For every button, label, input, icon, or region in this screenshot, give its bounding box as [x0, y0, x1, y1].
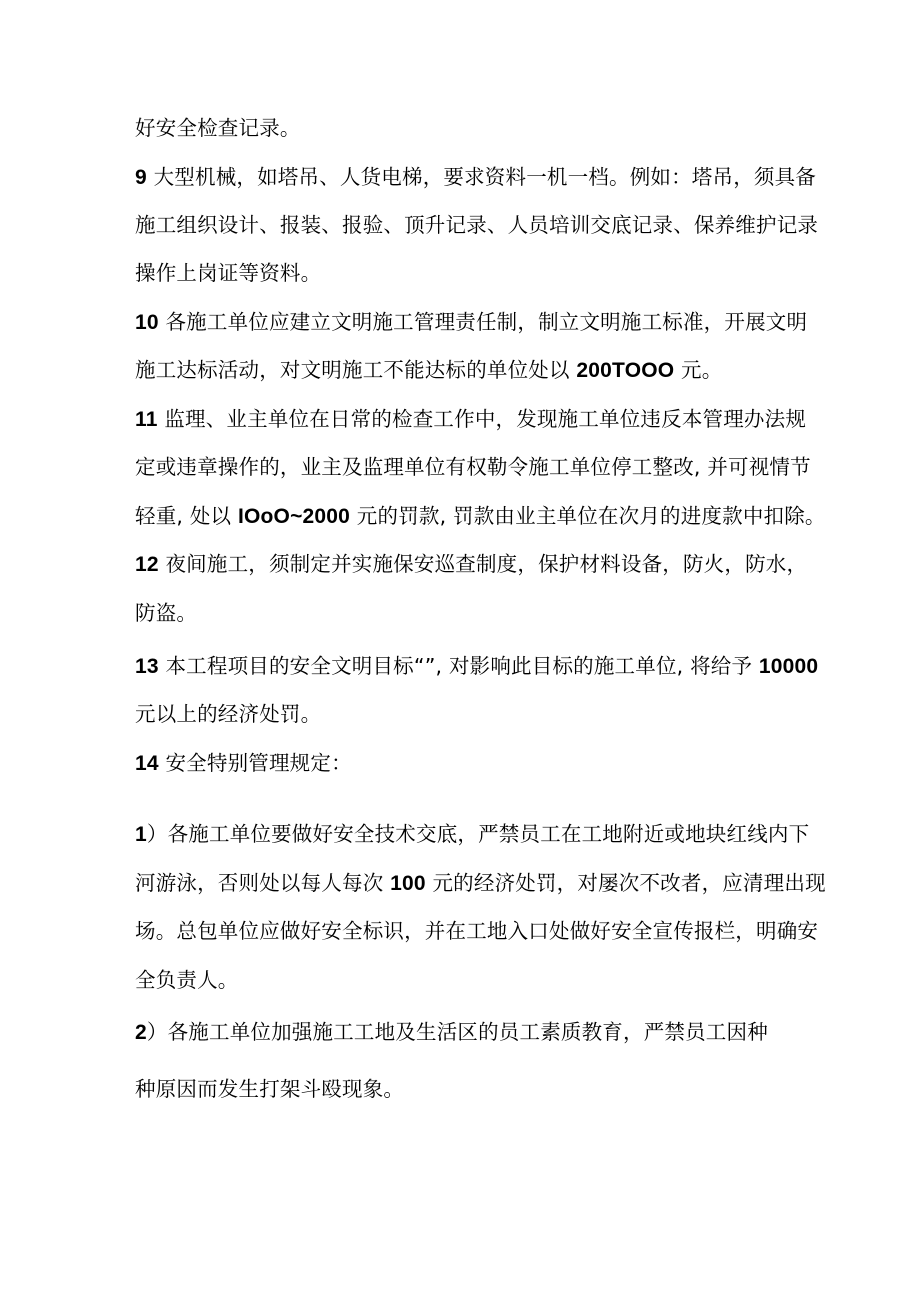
text-line: [135, 208, 819, 242]
subitem-1-line: [135, 817, 815, 851]
text-line: [135, 499, 826, 533]
line-text: 好安全检查记录。: [135, 116, 301, 140]
amount-value: IOoO~2000: [237, 505, 351, 528]
amount-value: 200TOOO: [576, 359, 675, 382]
line-text: 夜间施工，须制定并实施保安巡查制度，保护材料设备，防火，防水，: [158, 552, 808, 576]
line-text: 操作上岗证等资料。: [135, 261, 322, 285]
text-line: [135, 450, 815, 484]
item-number: 13: [135, 655, 159, 678]
line-text: 监理、业主单位在日常的检查工作中，发现施工单位违反本管理办法规: [157, 407, 807, 431]
text-line: [135, 914, 819, 948]
line-text: ）各施工单位加强施工工地及生活区的员工素质教育，严禁员工因种: [146, 1020, 768, 1044]
item-number: 14: [135, 752, 159, 775]
line-text: 元以上的经济处罚。: [135, 702, 322, 726]
line-text: 定或违章操作的，业主及监理单位有权勒令施工单位停工整改, 并可视情节: [135, 455, 811, 479]
line-text: 元的罚款, 罚款由业主单位在次月的进度款中扣除。: [350, 504, 826, 528]
line-text: 场。总包单位应做好安全标识，并在工地入口处做好安全宣传报栏，明确安: [135, 919, 819, 943]
item-13-line: [135, 649, 819, 683]
amount-value: 100: [390, 872, 426, 895]
text-line: [135, 111, 815, 145]
subitem-number: 2: [135, 1021, 147, 1044]
item-number: 9: [135, 166, 147, 189]
item-9-line: [135, 160, 815, 194]
line-text: 种原因而发生打架斗殴现象。: [135, 1077, 405, 1101]
line-text: 轻重, 处以: [135, 504, 238, 528]
line-text: 元的经济处罚，对屡次不改者，应清理出现: [425, 871, 826, 895]
line-text: 安全特别管理规定：: [158, 751, 352, 775]
line-text: 施工组织设计、报装、报验、顶升记录、人员培训交底记录、保养维护记录: [135, 213, 819, 237]
text-line: [135, 697, 815, 731]
line-text: 元。: [674, 358, 723, 382]
line-text: 全负责人。: [135, 968, 239, 992]
line-text: 河游泳，否则处以每人每次: [135, 871, 391, 895]
line-text: 本工程项目的安全文明目标“”, 对影响此目标的施工单位, 将给予: [158, 654, 759, 678]
item-14-line: [135, 746, 815, 780]
line-text: 大型机械，如塔吊、人货电梯，要求资料一机一档。例如：塔吊，须具备: [146, 165, 817, 189]
item-12-line: [135, 547, 815, 581]
item-11-line: [135, 402, 815, 436]
subitem-number: 1: [135, 823, 147, 846]
text-line: [135, 963, 815, 997]
item-10-line: [135, 305, 815, 339]
item-number: 11: [135, 408, 158, 431]
line-text: 各施工单位应建立文明施工管理责任制，制立文明施工标准，开展文明: [158, 310, 808, 334]
text-line: [135, 866, 826, 900]
text-line: [135, 596, 815, 630]
amount-value: 10000: [758, 655, 819, 678]
item-number: 10: [135, 311, 159, 334]
text-line: [135, 353, 815, 387]
text-line: [135, 1072, 815, 1106]
text-line: [135, 256, 815, 290]
line-text: 防盗。: [135, 601, 198, 625]
line-text: ）各施工单位要做好安全技术交底，严禁员工在工地附近或地块红线内下: [146, 822, 810, 846]
subitem-2-line: [135, 1015, 815, 1049]
item-number: 12: [135, 553, 159, 576]
line-text: 施工达标活动，对文明施工不能达标的单位处以: [135, 358, 577, 382]
